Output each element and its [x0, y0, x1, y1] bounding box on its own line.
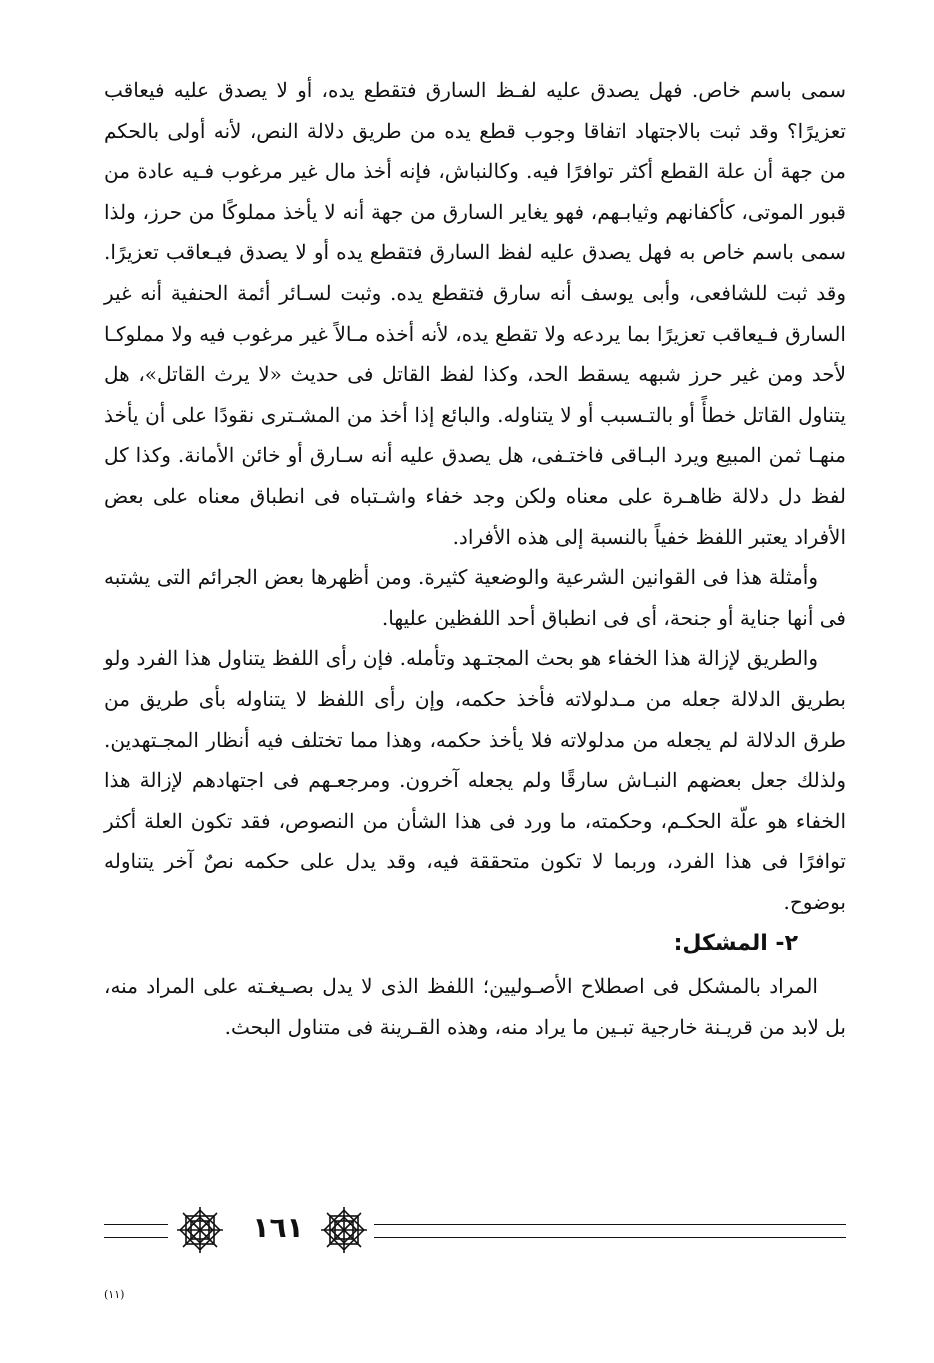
footer-rule-left — [104, 1224, 168, 1238]
page-footer — [104, 1212, 846, 1272]
star-ornament-icon — [318, 1204, 370, 1256]
page-number: ١٦١ — [252, 1211, 304, 1244]
star-ornament-icon — [174, 1204, 226, 1256]
footer-rule-right — [374, 1224, 846, 1238]
paragraph-2: وأمثلة هذا فى القوانين الشرعية والوضعية كثيرة. ومن أظهرها بعض الجرائم التى يشتبه فى أنها جناية أو جنحة، أى فى انطباق أحد اللفظين عليها. — [104, 565, 846, 630]
paragraph-4: المراد بالمشكل فى اصطلاح الأصـوليين؛ اللفظ الذى لا يدل بصـيغـته على المراد منه، بل لابد من قريـنة خارجية تبـين ما يراد منه، وهذه القـرينة فى متناول البحث. — [104, 974, 846, 1040]
paragraph-3: والطريق لإزالة هذا الخفاء هو بحث المجتـهد وتأمله. فإن رأى اللفظ يتناول هذا الفرد ولو بطريق الدلالة جعله من مـدلولاته فأخذ حكمه، وإن رأى اللفظ لا يتناوله بأى طريق من طرق الدلالة لم يجعله من مدلولاته فلا يأخذ حكمه، وهذا مما تختلف فيه أنظار المجـتهدين. ولذلك جعل بعضهم النبـاش سارقًا ولم يجعله آخرون. ومرجعـهم فى اجتهادهم لإزالة هذا الخفاء هو علّة الحكـم، وحكمته، ما ورد فى هذا الشأن من النصوص، فقد تكون العلة أكثر توافرًا فى هذا الفرد، وربما لا تكون متحققة فيه، وقد يدل على حكمه نصٌ آخر يتناوله بوضوح. — [104, 646, 846, 914]
section-heading: ٢- المشكل: — [673, 931, 798, 957]
body-text — [104, 70, 846, 1048]
paragraph-1: سمى باسم خاص. فهل يصدق عليه لفـظ السارق فتقطع يده، أو لا يصدق عليه فيعاقب تعزيرًا؟ وقد ثبت بالاجتهاد اتفاقا وجوب قطع يده من طريق دلالة النص، لأنه أولى بالحكم من جهة أن علة القطع أكثر توافرًا فيه. وكالنباش، فإنه أخذ مال غير مرغوب فـيه عادة من قبور الموتى، كأكفانهم وثيابـهم، فهو يغاير السارق من جهة أنه لا يأخذ مملوكًا من حرز، ولذا سمى باسم خاص به فهل يصدق عليه لفظ السارق فتقطع يده أو لا يصدق فيـعاقب تعزيرًا. وقد ثبت للشافعى، وأبى يوسف أنه سارق فتقطع يده. وثبت لسـائر أئمة الحنفية أنه غير السارق فـيعاقب تعزيرًا بما يردعه ولا تقطع يده، لأنه أخذه مـالاً غير مرغوب فيه ولا مملوكـا لأحد ومن غير حرز شبهه يسقط الحد، وكذا لفظ القاتل فى حديث «لا يرث القاتل»، هل يتناول القاتل خطأً أو بالتـسبب أو لا يتناوله. والبائع إذا أخذ من المشـترى نقودًا على أن يأخذ منهـا ثمن المبيع ويرد البـاقى فاختـفى، هل يصدق عليه أنه سـارق أو خائن الأمانة. وكذا كل لفظ دل دلالة ظاهـرة على معناه ولكن وجد خفاء واشـتباه فى انطباق معناه على بعض الأفراد يعتبر اللفظ خفياً بالنسبة إلى هذه الأفراد. — [104, 78, 846, 549]
signature-mark: (١١) — [104, 1288, 125, 1301]
